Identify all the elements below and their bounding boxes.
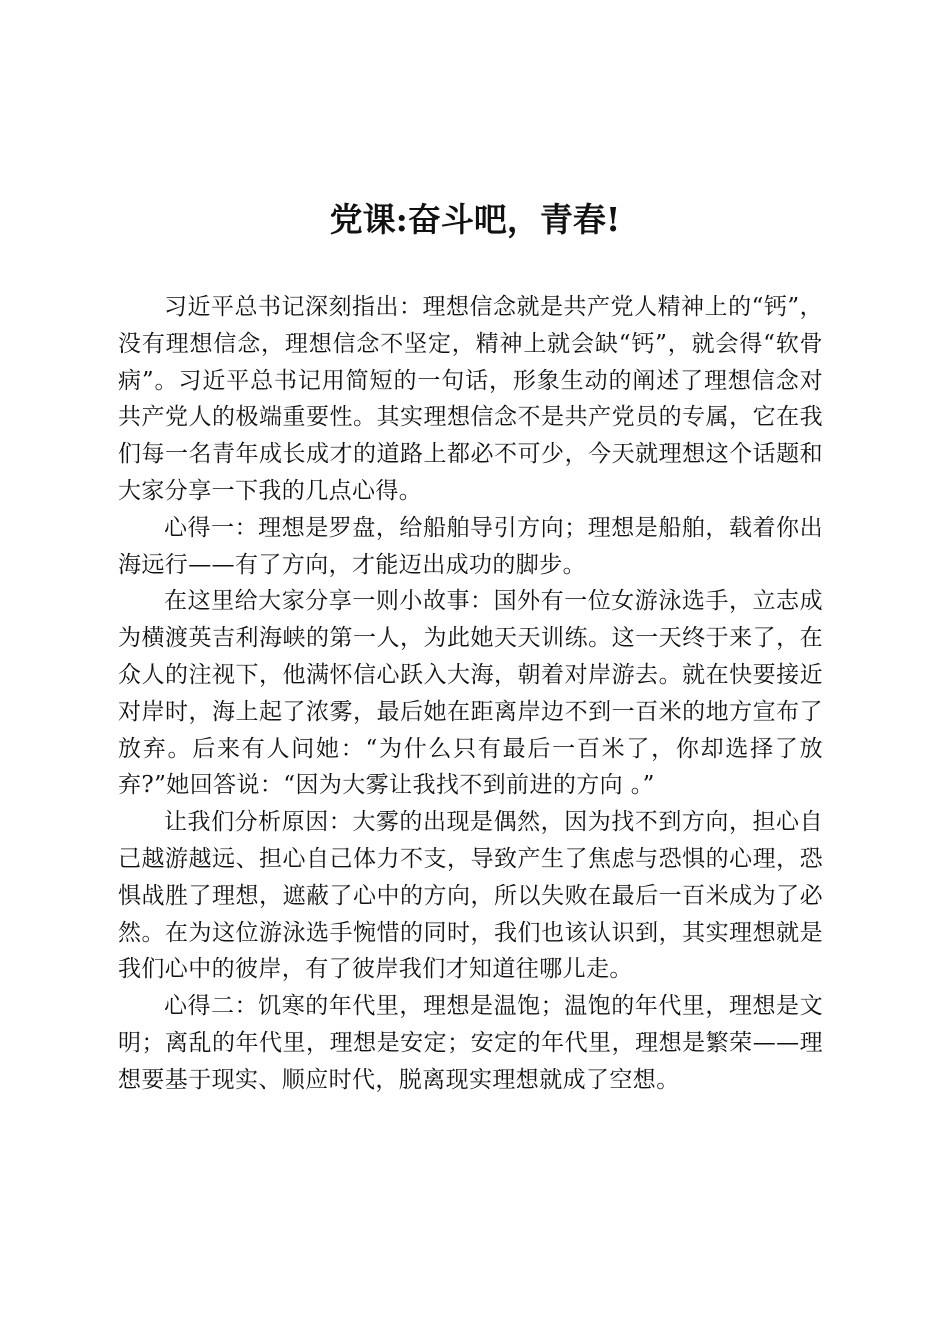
paragraph-intro: 习近平总书记深刻指出：理想信念就是共产党人精神上的“钙”，没有理想信念，理想信念不坚定，精神上就会缺“钙”，就会得“软骨病”。习近平总书记用简短的一句话，形象生动的阐述了理想信念对共产党人的极端重要性。其实理想信念不是共产党员的专属，它在我们每一名青年成长成才的道路上都必不可少，今天就理想这个话题和大家分享一下我的几点心得。 xyxy=(118,294,823,504)
paragraph-insight-two: 心得二：饥寒的年代里，理想是温饱；温饱的年代里，理想是文明；离乱的年代里，理想是安定；安定的年代里，理想是繁荣——理想要基于现实、顺应时代，脱离现实理想就成了空想。 xyxy=(118,993,823,1093)
paragraph-insight-one: 心得一：理想是罗盘，给船舶导引方向；理想是船舶，载着你出海远行——有了方向，才能迈出成功的脚步。 xyxy=(118,514,823,578)
paragraph-story: 在这里给大家分享一则小故事：国外有一位女游泳选手，立志成为横渡英吉利海峡的第一人，为此她天天训练。这一天终于来了，在众人的注视下，他满怀信心跃入大海，朝着对岸游去。就在快要接近对岸时，海上起了浓雾，最后她在距离岸边不到一百米的地方宣布了放弃。后来有人问她：“为什么只有最后一百米了，你却选择了放弃?”她回答说：“因为大雾让我找不到前进的方向 。” xyxy=(118,588,823,799)
document-title: 党课:奋斗吧，青春! xyxy=(329,200,621,239)
paragraph-analysis: 让我们分析原因：大雾的出现是偶然，因为找不到方向，担心自己越游越远、担心自己体力不支，导致产生了焦虑与恐惧的心理，恐惧战胜了理想，遮蔽了心中的方向，所以失败在最后一百米成为了必然。在为这位游泳选手惋惜的同时，我们也该认识到，其实理想就是我们心中的彼岸，有了彼岸我们才知道往哪儿走。 xyxy=(118,809,823,983)
document-body xyxy=(118,289,823,1099)
